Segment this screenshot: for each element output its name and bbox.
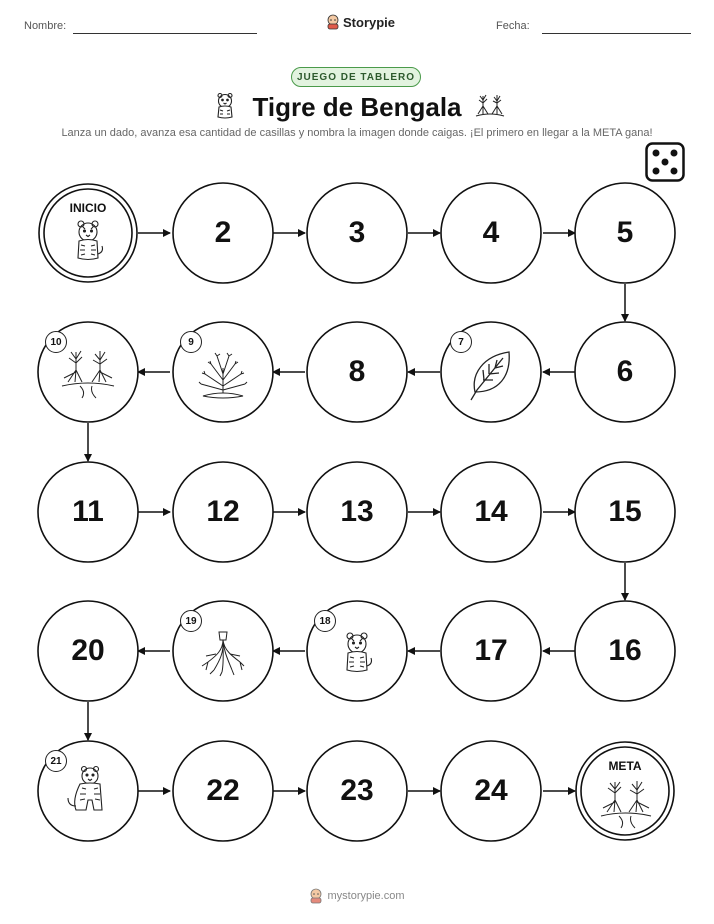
game-type-badge: JUEGO DE TABLERO bbox=[291, 67, 421, 87]
space-number: 23 bbox=[340, 774, 374, 807]
space-number: 17 bbox=[474, 634, 508, 667]
space-number: 22 bbox=[206, 774, 240, 807]
instructions: Lanza un dado, avanza esa cantidad de casillas y nombra la imagen donde caigas. ¡El primero en llegar a la META gana! bbox=[61, 127, 653, 139]
space-number: 4 bbox=[482, 216, 500, 249]
space-number: 12 bbox=[206, 495, 240, 528]
date-label: Fecha: bbox=[496, 20, 530, 32]
space-number: 14 bbox=[474, 495, 508, 528]
space-number: 16 bbox=[608, 634, 642, 667]
footer bbox=[0, 888, 714, 904]
space-number: 20 bbox=[71, 634, 105, 667]
space-number: 2 bbox=[214, 216, 232, 249]
storypie-mascot-icon bbox=[309, 888, 323, 904]
space-number: 13 bbox=[340, 495, 374, 528]
space-number-badge: 9 bbox=[180, 331, 202, 353]
space-number: 11 bbox=[72, 495, 104, 528]
space-number: 6 bbox=[616, 355, 634, 388]
brand-name: Storypie bbox=[343, 14, 396, 30]
space-number: 24 bbox=[474, 774, 508, 807]
space-number-badge: 7 bbox=[450, 331, 472, 353]
space-number-badge: 18 bbox=[314, 610, 336, 632]
finish-label: META bbox=[608, 759, 642, 773]
name-label: Nombre: bbox=[24, 20, 67, 32]
page-title: Tigre de Bengala bbox=[252, 92, 462, 122]
space-number: 5 bbox=[616, 216, 634, 249]
space-number-badge: 19 bbox=[180, 610, 202, 632]
space-number: 3 bbox=[348, 216, 366, 249]
space-number-badge: 21 bbox=[45, 750, 67, 772]
space-number-badge: 10 bbox=[45, 331, 67, 353]
space-number: 15 bbox=[608, 495, 642, 528]
footer-url[interactable]: mystorypie.com bbox=[327, 890, 405, 902]
start-label: INICIO bbox=[69, 201, 107, 215]
space-number: 8 bbox=[348, 355, 366, 388]
